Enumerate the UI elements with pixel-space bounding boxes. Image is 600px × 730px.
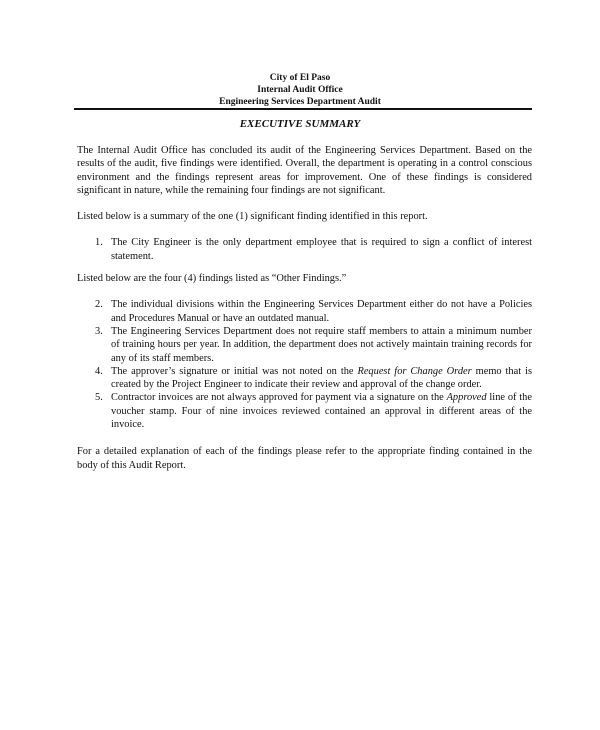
finding-text: The City Engineer is the only department employee that is required to sign a conflict of interest statement. <box>111 237 532 262</box>
header-office: Internal Audit Office <box>257 85 343 95</box>
finding-text: The Engineering Services Department does not require staff members to attain a minimum number of training hours per year. In addition, the department does not actively maintain training records for any of its staff members. <box>111 325 532 364</box>
finding-number: 2. <box>95 299 103 311</box>
header-divider <box>74 108 532 110</box>
finding-number: 5. <box>95 392 103 404</box>
finding-text-post: line of the voucher stamp. Four of nine invoices reviewed contained an approval in different areas of the invoice. <box>111 392 532 431</box>
finding-text-italic: Approved <box>446 392 487 404</box>
finding-item <box>77 365 532 392</box>
finding-item <box>77 236 532 263</box>
finding-text-pre: Contractor invoices are not always approved for payment via a signature on the <box>111 392 447 404</box>
finding-item <box>77 391 532 431</box>
finding-text-italic: Request for Change Order <box>357 365 472 377</box>
finding-number: 3. <box>95 325 103 337</box>
finding-item <box>77 325 532 365</box>
finding-text-post: memo that is created by the Project Engineer to indicate their review and approval of the change order. <box>111 365 532 391</box>
finding-item <box>77 298 532 325</box>
significant-intro: Listed below is a summary of the one (1) significant finding identified in this report. <box>77 211 428 223</box>
finding-number: 1. <box>95 237 103 249</box>
other-findings-intro: Listed below are the four (4) findings listed as “Other Findings.” <box>77 273 347 285</box>
finding-text-pre: The approver’s signature or initial was not noted on the <box>111 365 358 377</box>
header-city: City of El Paso <box>269 73 331 83</box>
summary-body <box>77 144 532 472</box>
intro-paragraph: The Internal Audit Office has concluded its audit of the Engineering Services Department. Based on the results of the audit, five findings were identified. Overall, the department is operating in a control conscious environment and the findings represent areas for improvement. One of these findings is considered significant in nature, while the remaining four findings are not significant. <box>77 145 532 196</box>
report-header <box>0 72 600 108</box>
other-findings-list <box>77 298 532 431</box>
significant-findings-list <box>77 236 532 263</box>
finding-text: The individual divisions within the Engineering Services Department either do not have a Policies and Procedures Manual or have an outdated manual. <box>111 299 532 324</box>
header-audit-name: Engineering Services Department Audit <box>219 97 381 107</box>
closing-paragraph: For a detailed explanation of each of the findings please refer to the appropriate finding contained in the body of this Audit Report. <box>77 446 532 471</box>
section-title: EXECUTIVE SUMMARY <box>239 118 361 130</box>
finding-number: 4. <box>95 365 103 377</box>
